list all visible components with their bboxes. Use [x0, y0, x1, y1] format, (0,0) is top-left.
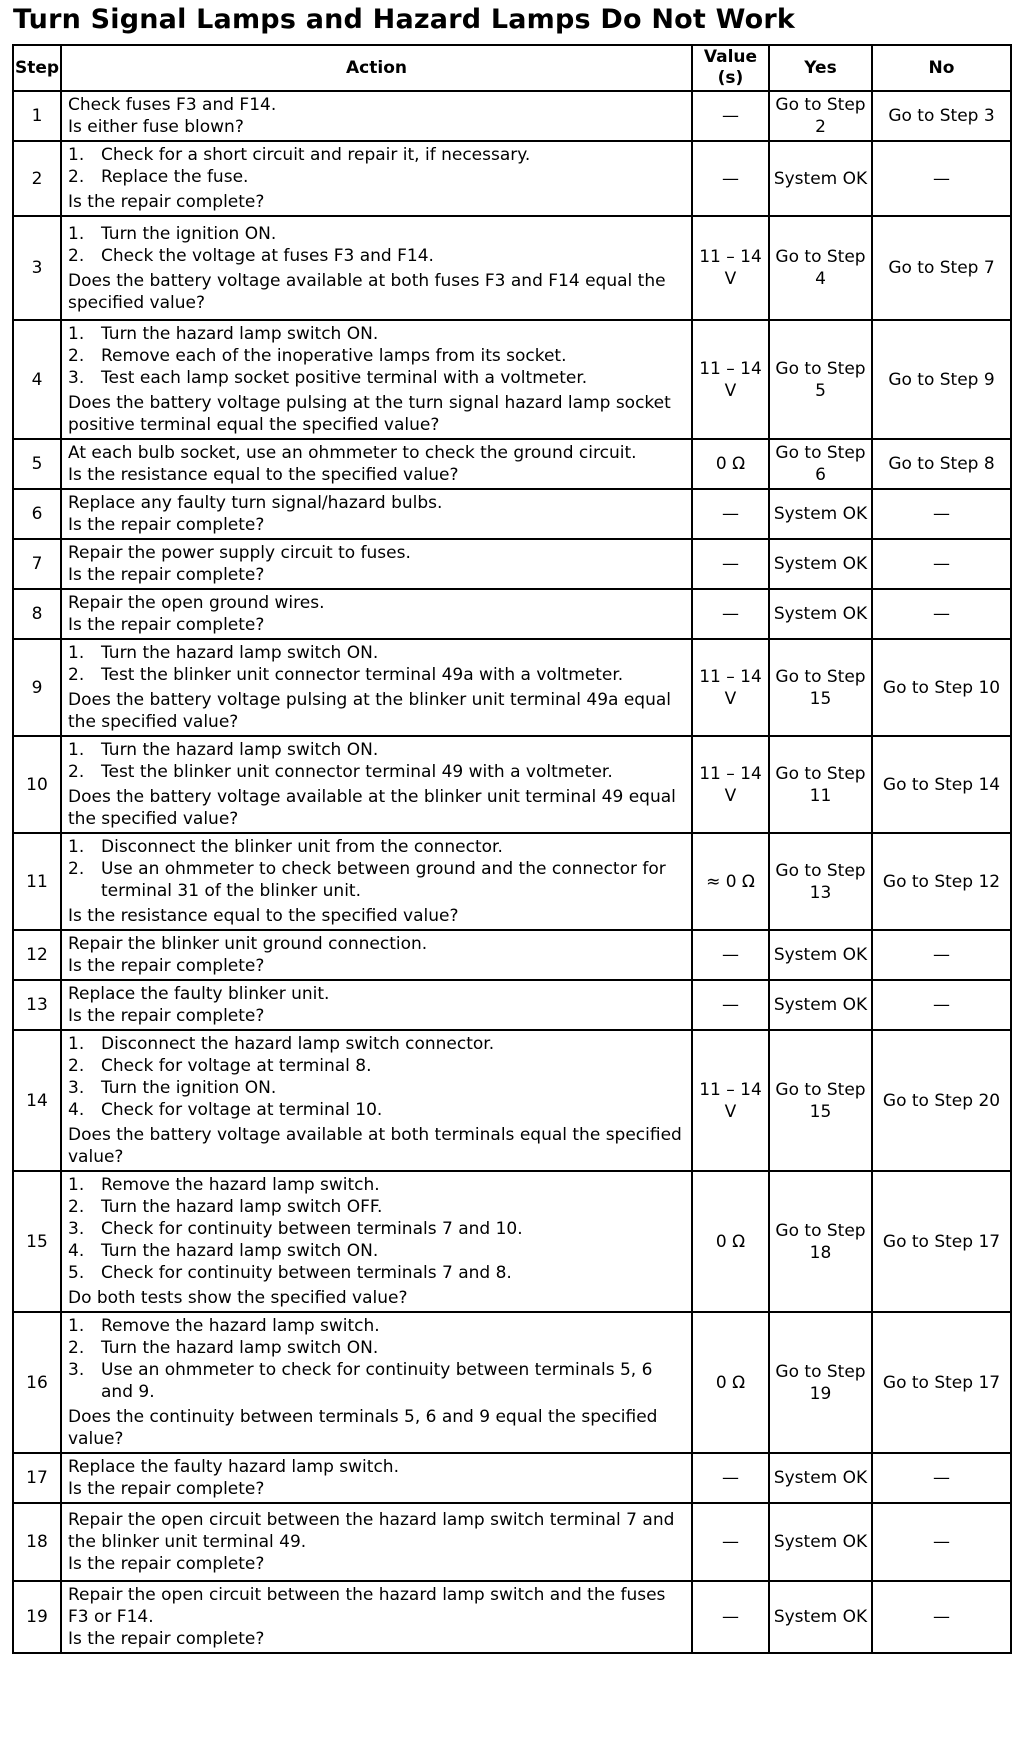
page-title: Turn Signal Lamps and Hazard Lamps Do Not Work — [13, 4, 796, 35]
table-row — [13, 639, 1011, 736]
action-step-number: 1. — [68, 1316, 85, 1336]
action-step — [68, 367, 685, 389]
step-number: 15 — [13, 1171, 61, 1312]
action-step-number: 2. — [68, 1338, 85, 1358]
action-step-number: 2. — [68, 245, 85, 266]
action-step-text: Check for voltage at terminal 10. — [101, 1100, 383, 1120]
yes-cell: System OK — [769, 980, 872, 1030]
action-step-text: Turn the hazard lamp switch ON. — [101, 1338, 379, 1358]
table-body — [13, 91, 1011, 1653]
value-cell: 0 Ω — [692, 1312, 769, 1453]
action-step — [68, 1218, 685, 1240]
action-step-text: Check the voltage at fuses F3 and F14. — [101, 245, 434, 266]
action-step-text: Disconnect the hazard lamp switch connector. — [101, 1034, 495, 1054]
step-number: 10 — [13, 736, 61, 833]
action-step-number: 1. — [68, 324, 85, 344]
action-cell — [61, 833, 692, 930]
action-step — [68, 1033, 685, 1055]
action-step-text: Check for continuity between terminals 7 and 8. — [101, 1263, 512, 1283]
action-question: Do both tests show the specified value? — [68, 1288, 408, 1308]
action-step — [68, 1262, 685, 1284]
action-step-number: 1. — [68, 643, 85, 663]
value-cell: ≈ 0 Ω — [692, 833, 769, 930]
table-row — [13, 980, 1011, 1030]
action-step — [68, 1337, 685, 1359]
action-step-text: Turn the hazard lamp switch ON. — [101, 1241, 379, 1261]
action-question: Does the continuity between terminals 5, 6 and 9 equal the specified value? — [68, 1407, 658, 1449]
step-number: 13 — [13, 980, 61, 1030]
action-cell — [61, 1581, 692, 1653]
table-row — [13, 833, 1011, 930]
action-step — [68, 223, 685, 245]
action-question: Is the repair complete? — [68, 1554, 265, 1574]
value-cell: 11 – 14 V — [692, 736, 769, 833]
table-row — [13, 1503, 1011, 1581]
action-step — [68, 1174, 685, 1196]
action-cell — [61, 91, 692, 141]
yes-cell: Go to Step 19 — [769, 1312, 872, 1453]
action-cell — [61, 1030, 692, 1171]
action-step — [68, 345, 685, 367]
action-step-number: 3. — [68, 1360, 85, 1380]
action-step-number: 1. — [68, 1034, 85, 1054]
action-question: Is the repair complete? — [68, 515, 265, 535]
table-row — [13, 216, 1011, 320]
action-intro: Repair the open circuit between the hazard lamp switch terminal 7 and the blinker unit terminal 49. — [68, 1510, 675, 1552]
yes-cell: System OK — [769, 930, 872, 980]
step-number: 11 — [13, 833, 61, 930]
action-step-text: Test each lamp socket positive terminal with a voltmeter. — [101, 368, 588, 388]
table-row — [13, 589, 1011, 639]
action-step-text: Check for a short circuit and repair it, if necessary. — [101, 145, 531, 165]
no-cell: Go to Step 7 — [872, 216, 1011, 320]
action-step-number: 1. — [68, 223, 85, 244]
no-cell: — — [872, 980, 1011, 1030]
action-step-number: 2. — [68, 1197, 85, 1217]
header-action: Action — [61, 45, 692, 91]
no-cell: Go to Step 9 — [872, 320, 1011, 439]
yes-cell: Go to Step 15 — [769, 639, 872, 736]
action-cell — [61, 439, 692, 489]
yes-cell: Go to Step 15 — [769, 1030, 872, 1171]
table-row — [13, 539, 1011, 589]
yes-cell: Go to Step 4 — [769, 216, 872, 320]
action-step-text: Turn the hazard lamp switch ON. — [101, 324, 379, 344]
no-cell: Go to Step 17 — [872, 1171, 1011, 1312]
yes-cell: Go to Step 6 — [769, 439, 872, 489]
step-number: 8 — [13, 589, 61, 639]
action-step-number: 1. — [68, 1175, 85, 1195]
action-step-text: Turn the hazard lamp switch ON. — [101, 643, 379, 663]
action-cell — [61, 489, 692, 539]
value-cell: 11 – 14 V — [692, 216, 769, 320]
value-cell: — — [692, 930, 769, 980]
action-intro: Replace any faulty turn signal/hazard bulbs. — [68, 493, 443, 513]
yes-cell: System OK — [769, 589, 872, 639]
step-number: 5 — [13, 439, 61, 489]
action-intro: Check fuses F3 and F14. — [68, 95, 277, 115]
no-cell: — — [872, 1453, 1011, 1503]
yes-cell: System OK — [769, 489, 872, 539]
diagnostic-table — [12, 44, 1012, 1654]
action-step-text: Turn the ignition ON. — [101, 1078, 277, 1098]
step-number: 19 — [13, 1581, 61, 1653]
value-cell: 11 – 14 V — [692, 320, 769, 439]
action-step — [68, 1196, 685, 1218]
no-cell: — — [872, 539, 1011, 589]
no-cell: Go to Step 20 — [872, 1030, 1011, 1171]
table-row — [13, 1312, 1011, 1453]
action-step-number: 1. — [68, 837, 85, 857]
step-number: 6 — [13, 489, 61, 539]
no-cell: Go to Step 3 — [872, 91, 1011, 141]
table-row — [13, 1581, 1011, 1653]
yes-cell: System OK — [769, 1503, 872, 1581]
table-row — [13, 1453, 1011, 1503]
action-intro: Replace the faulty hazard lamp switch. — [68, 1457, 399, 1477]
step-number: 1 — [13, 91, 61, 141]
action-question: Is the repair complete? — [68, 615, 265, 635]
action-step-number: 2. — [68, 665, 85, 685]
action-question: Is the repair complete? — [68, 565, 265, 585]
yes-cell: Go to Step 2 — [769, 91, 872, 141]
value-cell: — — [692, 1503, 769, 1581]
action-question: Is the repair complete? — [68, 192, 265, 212]
yes-cell: Go to Step 11 — [769, 736, 872, 833]
action-step-text: Use an ohmmeter to check for continuity between terminals 5, 6 and 9. — [101, 1360, 653, 1402]
action-step-number: 5. — [68, 1263, 85, 1283]
action-step — [68, 739, 685, 761]
no-cell: — — [872, 489, 1011, 539]
action-question: Does the battery voltage available at the blinker unit terminal 49 equal the specified value? — [68, 787, 676, 829]
value-cell: 11 – 14 V — [692, 1030, 769, 1171]
action-step — [68, 858, 685, 902]
yes-cell: Go to Step 18 — [769, 1171, 872, 1312]
action-cell — [61, 539, 692, 589]
action-intro: Replace the faulty blinker unit. — [68, 984, 330, 1004]
action-step-number: 3. — [68, 368, 85, 388]
action-step-text: Check for continuity between terminals 7 and 10. — [101, 1219, 523, 1239]
action-question: Is either fuse blown? — [68, 117, 244, 137]
table-row — [13, 489, 1011, 539]
action-step-text: Remove the hazard lamp switch. — [101, 1316, 380, 1336]
action-cell — [61, 980, 692, 1030]
action-step-number: 2. — [68, 346, 85, 366]
value-cell: — — [692, 539, 769, 589]
action-question: Does the battery voltage pulsing at the turn signal hazard lamp socket positive terminal equal the specified value? — [68, 393, 671, 435]
action-step-text: Turn the ignition ON. — [101, 223, 277, 244]
action-question: Does the battery voltage available at both terminals equal the specified value? — [68, 1125, 682, 1167]
action-step-number: 3. — [68, 1078, 85, 1098]
value-cell: 11 – 14 V — [692, 639, 769, 736]
value-cell: — — [692, 141, 769, 216]
action-step-number: 3. — [68, 1219, 85, 1239]
value-cell: — — [692, 91, 769, 141]
header-value: Value (s) — [692, 45, 769, 91]
yes-cell: Go to Step 5 — [769, 320, 872, 439]
table-row — [13, 1171, 1011, 1312]
step-number: 17 — [13, 1453, 61, 1503]
value-cell: — — [692, 1581, 769, 1653]
action-step-number: 2. — [68, 762, 85, 782]
action-step-text: Turn the hazard lamp switch ON. — [101, 740, 379, 760]
action-step — [68, 323, 685, 345]
action-step — [68, 1359, 685, 1403]
value-cell: — — [692, 489, 769, 539]
action-intro: At each bulb socket, use an ohmmeter to check the ground circuit. — [68, 443, 637, 463]
action-cell — [61, 930, 692, 980]
step-number: 4 — [13, 320, 61, 439]
no-cell: Go to Step 17 — [872, 1312, 1011, 1453]
action-step-number: 2. — [68, 859, 85, 879]
value-cell: 0 Ω — [692, 439, 769, 489]
action-step-text: Remove the hazard lamp switch. — [101, 1175, 380, 1195]
action-step — [68, 1240, 685, 1262]
no-cell: Go to Step 12 — [872, 833, 1011, 930]
action-step — [68, 836, 685, 858]
table-row — [13, 930, 1011, 980]
step-number: 18 — [13, 1503, 61, 1581]
step-number: 2 — [13, 141, 61, 216]
action-step-text: Use an ohmmeter to check between ground and the connector for terminal 31 of the blinker unit. — [101, 859, 666, 901]
action-question: Does the battery voltage available at both fuses F3 and F14 equal the specified value? — [68, 270, 666, 313]
action-step — [68, 1055, 685, 1077]
action-step — [68, 1077, 685, 1099]
action-step — [68, 642, 685, 664]
action-step-number: 4. — [68, 1241, 85, 1261]
action-step-text: Turn the hazard lamp switch OFF. — [101, 1197, 383, 1217]
action-question: Is the resistance equal to the specified value? — [68, 906, 459, 926]
header-no: No — [872, 45, 1011, 91]
step-number: 16 — [13, 1312, 61, 1453]
action-question: Does the battery voltage pulsing at the blinker unit terminal 49a equal the specified value? — [68, 690, 671, 732]
table-row — [13, 1030, 1011, 1171]
action-step-number: 1. — [68, 145, 85, 165]
yes-cell: System OK — [769, 1581, 872, 1653]
action-cell — [61, 1453, 692, 1503]
yes-cell: System OK — [769, 539, 872, 589]
action-step-number: 2. — [68, 167, 85, 187]
action-question: Is the resistance equal to the specified value? — [68, 465, 459, 485]
no-cell: — — [872, 141, 1011, 216]
table-row — [13, 736, 1011, 833]
action-question: Is the repair complete? — [68, 1006, 265, 1026]
action-cell — [61, 589, 692, 639]
value-cell: — — [692, 1453, 769, 1503]
action-step-text: Test the blinker unit connector terminal 49a with a voltmeter. — [101, 665, 624, 685]
action-step-text: Disconnect the blinker unit from the connector. — [101, 837, 503, 857]
step-number: 7 — [13, 539, 61, 589]
action-cell — [61, 1312, 692, 1453]
action-step — [68, 166, 685, 188]
action-cell — [61, 141, 692, 216]
action-step-number: 2. — [68, 1056, 85, 1076]
action-intro: Repair the blinker unit ground connection. — [68, 934, 428, 954]
table-row — [13, 91, 1011, 141]
action-step-number: 1. — [68, 740, 85, 760]
action-cell — [61, 320, 692, 439]
no-cell: Go to Step 10 — [872, 639, 1011, 736]
header-step: Step — [13, 45, 61, 91]
table-row — [13, 320, 1011, 439]
action-cell — [61, 639, 692, 736]
no-cell: — — [872, 1581, 1011, 1653]
action-question: Is the repair complete? — [68, 1629, 265, 1649]
action-step — [68, 144, 685, 166]
step-number: 14 — [13, 1030, 61, 1171]
no-cell: — — [872, 589, 1011, 639]
action-intro: Repair the open ground wires. — [68, 593, 325, 613]
action-step — [68, 664, 685, 686]
step-number: 3 — [13, 216, 61, 320]
yes-cell: Go to Step 13 — [769, 833, 872, 930]
action-cell — [61, 1503, 692, 1581]
value-cell: 0 Ω — [692, 1171, 769, 1312]
action-step-text: Check for voltage at terminal 8. — [101, 1056, 372, 1076]
action-step — [68, 761, 685, 783]
action-step-text: Replace the fuse. — [101, 167, 249, 187]
action-intro: Repair the open circuit between the hazard lamp switch and the fuses F3 or F14. — [68, 1585, 666, 1627]
yes-cell: System OK — [769, 1453, 872, 1503]
header-yes: Yes — [769, 45, 872, 91]
no-cell: — — [872, 1503, 1011, 1581]
header-row — [13, 45, 1011, 91]
action-cell — [61, 216, 692, 320]
table-row — [13, 439, 1011, 489]
action-question: Is the repair complete? — [68, 1479, 265, 1499]
table-row — [13, 141, 1011, 216]
step-number: 12 — [13, 930, 61, 980]
action-intro: Repair the power supply circuit to fuses. — [68, 543, 411, 563]
no-cell: Go to Step 14 — [872, 736, 1011, 833]
no-cell: — — [872, 930, 1011, 980]
action-step — [68, 1315, 685, 1337]
action-step-text: Test the blinker unit connector terminal 49 with a voltmeter. — [101, 762, 613, 782]
value-cell: — — [692, 980, 769, 1030]
action-question: Is the repair complete? — [68, 956, 265, 976]
step-number: 9 — [13, 639, 61, 736]
value-cell: — — [692, 589, 769, 639]
action-step — [68, 1099, 685, 1121]
yes-cell: System OK — [769, 141, 872, 216]
action-step-text: Remove each of the inoperative lamps from its socket. — [101, 346, 567, 366]
action-cell — [61, 1171, 692, 1312]
no-cell: Go to Step 8 — [872, 439, 1011, 489]
action-step-number: 4. — [68, 1100, 85, 1120]
action-step — [68, 245, 685, 267]
action-cell — [61, 736, 692, 833]
